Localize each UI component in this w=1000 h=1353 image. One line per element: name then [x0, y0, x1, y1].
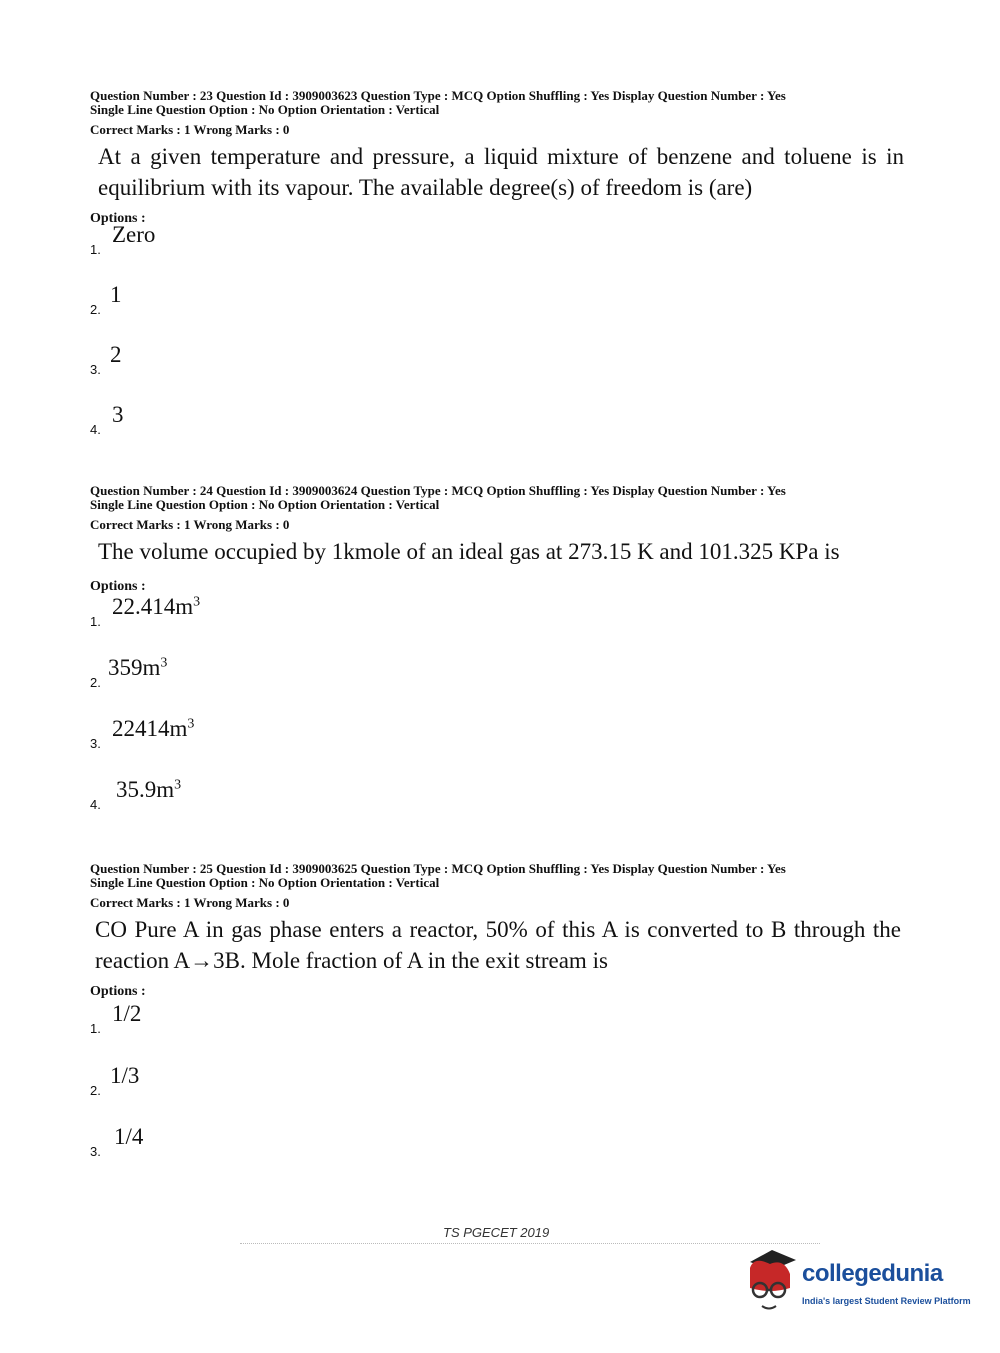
option-value: 1/2: [112, 1001, 142, 1026]
question-23: [90, 89, 920, 227]
option-number: 1.: [90, 242, 101, 257]
question-meta-line2: Single Line Question Option : No Option Orientation : Vertical: [90, 102, 440, 117]
options-label: Options :: [90, 211, 146, 226]
option-value: $22.414m^3$: [112, 594, 201, 619]
question-25: [90, 862, 920, 1000]
question-meta-line1: Question Number : 25 Question Id : 3909003625 Question Type : MCQ Option Shuffling : Yes Display Question Number : Yes: [90, 861, 786, 876]
question-text: The volume occupied by 1kmole of an ideal gas at 273.15 K and 101.325 KPa is: [98, 539, 840, 564]
option-value: $22414m^3$: [112, 716, 195, 741]
option-value: 3: [112, 402, 124, 427]
footer-divider: [240, 1243, 820, 1244]
question-marks: Correct Marks : 1 Wrong Marks : 0: [90, 122, 290, 137]
question-text: CO Pure A in gas phase enters a reactor, 50% of this A is converted to B through the reaction A→3B. Mole fraction of A in the exit stream is: [95, 917, 901, 973]
option-number: 2.: [90, 675, 101, 690]
option-number: 3.: [90, 736, 101, 751]
question-marks: Correct Marks : 1 Wrong Marks : 0: [90, 895, 290, 910]
footer-exam-label: TS PGECET 2019: [443, 1225, 550, 1240]
option-value: 1: [110, 282, 122, 307]
option-value: 2: [110, 342, 122, 367]
question-meta-line2: Single Line Question Option : No Option Orientation : Vertical: [90, 875, 440, 890]
logo-tagline: India's largest Student Review Platform: [802, 1296, 971, 1306]
option-number: 2.: [90, 302, 101, 317]
option-number: 1.: [90, 1021, 101, 1036]
question-marks: Correct Marks : 1 Wrong Marks : 0: [90, 517, 290, 532]
option-number: 4.: [90, 422, 101, 437]
options-label: Options :: [90, 984, 146, 999]
question-meta-line2: Single Line Question Option : No Option Orientation : Vertical: [90, 497, 440, 512]
question-text: At a given temperature and pressure, a liquid mixture of benzene and toluene is in equilibrium with its vapour. The available degree(s) of freedom is (are): [98, 144, 904, 200]
question-24: [90, 484, 920, 595]
option-number: 2.: [90, 1083, 101, 1098]
collegedunia-logo: [740, 1248, 970, 1318]
question-meta-line1: Question Number : 23 Question Id : 3909003623 Question Type : MCQ Option Shuffling : Yes Display Question Number : Yes: [90, 88, 786, 103]
options-label: Options :: [90, 579, 146, 594]
option-value: $359m^3$: [108, 655, 168, 680]
option-number: 4.: [90, 797, 101, 812]
option-value: Zero: [112, 222, 156, 247]
option-value: 1/4: [114, 1124, 144, 1149]
question-meta-line1: Question Number : 24 Question Id : 3909003624 Question Type : MCQ Option Shuffling : Yes Display Question Number : Yes: [90, 483, 786, 498]
option-value: $35.9m^3$: [116, 777, 182, 802]
option-value: 1/3: [110, 1063, 140, 1088]
option-number: 1.: [90, 614, 101, 629]
logo-wordmark: collegedunia: [802, 1260, 943, 1287]
option-number: 3.: [90, 1144, 101, 1159]
option-number: 3.: [90, 362, 101, 377]
mascot-icon: [740, 1248, 800, 1318]
